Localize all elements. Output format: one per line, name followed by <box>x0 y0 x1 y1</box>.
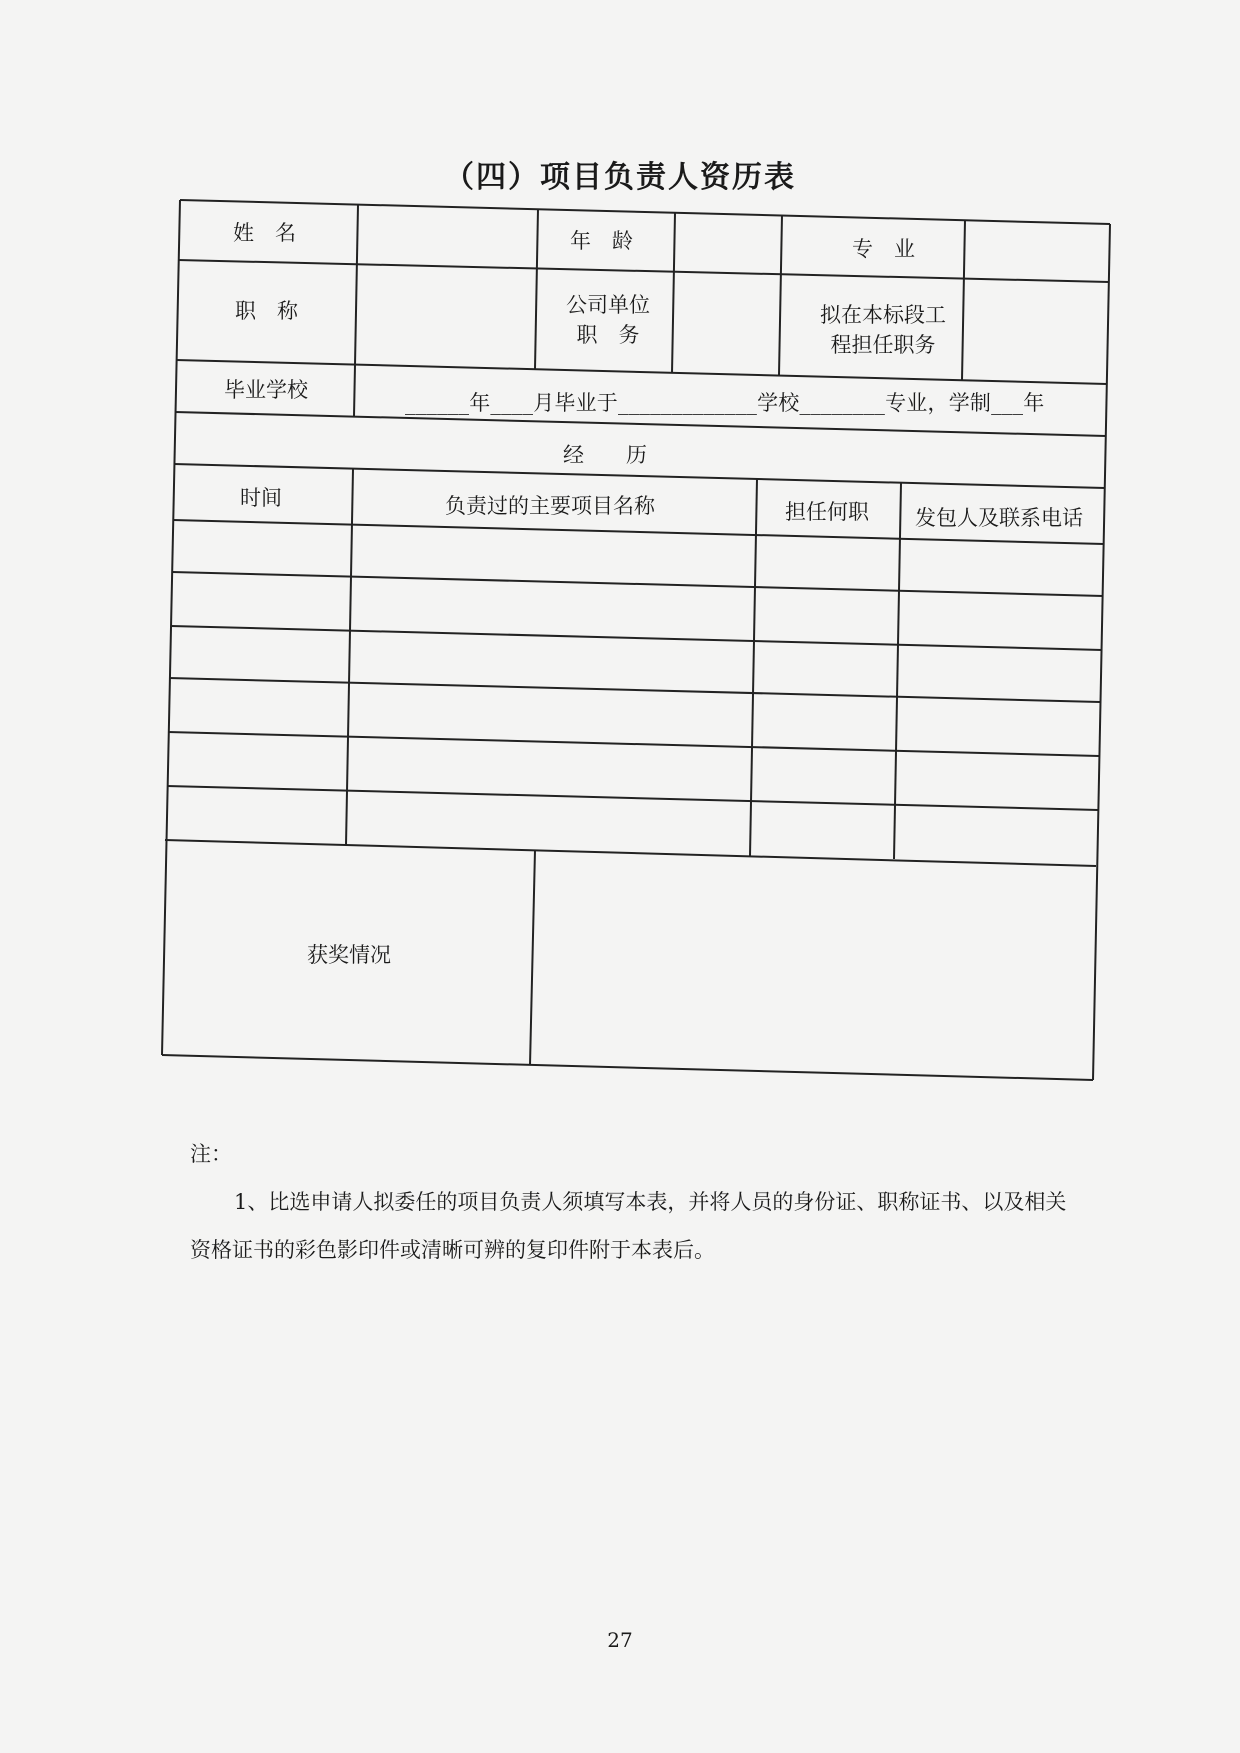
notes-section <box>190 1130 1070 1274</box>
row-rule <box>178 260 1109 282</box>
age-label: 年 龄 <box>570 229 633 253</box>
major-label: 专 业 <box>852 237 915 261</box>
col-rule <box>962 220 965 380</box>
row-rule <box>176 360 1107 384</box>
name-label: 姓 名 <box>233 221 296 245</box>
col-rule <box>354 365 355 416</box>
company-position-line-1: 公司单位 <box>566 293 650 317</box>
col-contact-header: 发包人及联系电话 <box>915 506 1083 530</box>
col-project-header: 负责过的主要项目名称 <box>445 494 655 518</box>
company-position-line-2: 职 务 <box>576 323 640 347</box>
school-fill-line: ______年____月毕业于_____________学校________专业，学制___年 <box>405 391 1045 415</box>
proposed-role-line-1: 拟在本标段工 <box>820 303 946 327</box>
proposed-role-line-2: 程担任职务 <box>830 333 936 357</box>
table-border <box>180 200 1110 224</box>
row-rule <box>168 732 1099 756</box>
col-rule <box>535 209 538 369</box>
page-title: （四）项目负责人资历表 <box>444 160 796 195</box>
col-rule <box>355 205 358 365</box>
row-rule <box>169 678 1100 702</box>
table-border <box>1093 224 1110 1080</box>
row-rule <box>165 840 1096 866</box>
page-number: 27 <box>607 1628 633 1652</box>
col-rule <box>530 850 535 1065</box>
experience-label: 经 历 <box>563 443 647 467</box>
notes-heading: 注： <box>190 1142 232 1166</box>
row-rule <box>172 572 1103 596</box>
table-border <box>162 1055 1093 1080</box>
proposed-role-label <box>808 300 958 360</box>
school-label: 毕业学校 <box>224 378 308 402</box>
row-rule <box>171 626 1102 650</box>
title-label: 职 称 <box>235 299 298 323</box>
col-rule <box>672 213 675 373</box>
notes-item-1: 1、比选申请人拟委任的项目负责人须填写本表，并将人员的身份证、职称证书、以及相关资格证书的彩色影印件或清晰可辨的复印件附于本表后。 <box>190 1190 1067 1262</box>
company-position-label <box>548 290 668 350</box>
col-time-header: 时间 <box>240 486 282 510</box>
col-role-header: 担任何职 <box>785 500 869 524</box>
table-border <box>162 200 180 1055</box>
awards-label: 获奖情况 <box>307 943 391 967</box>
row-rule <box>167 786 1098 810</box>
col-rule <box>779 215 782 375</box>
